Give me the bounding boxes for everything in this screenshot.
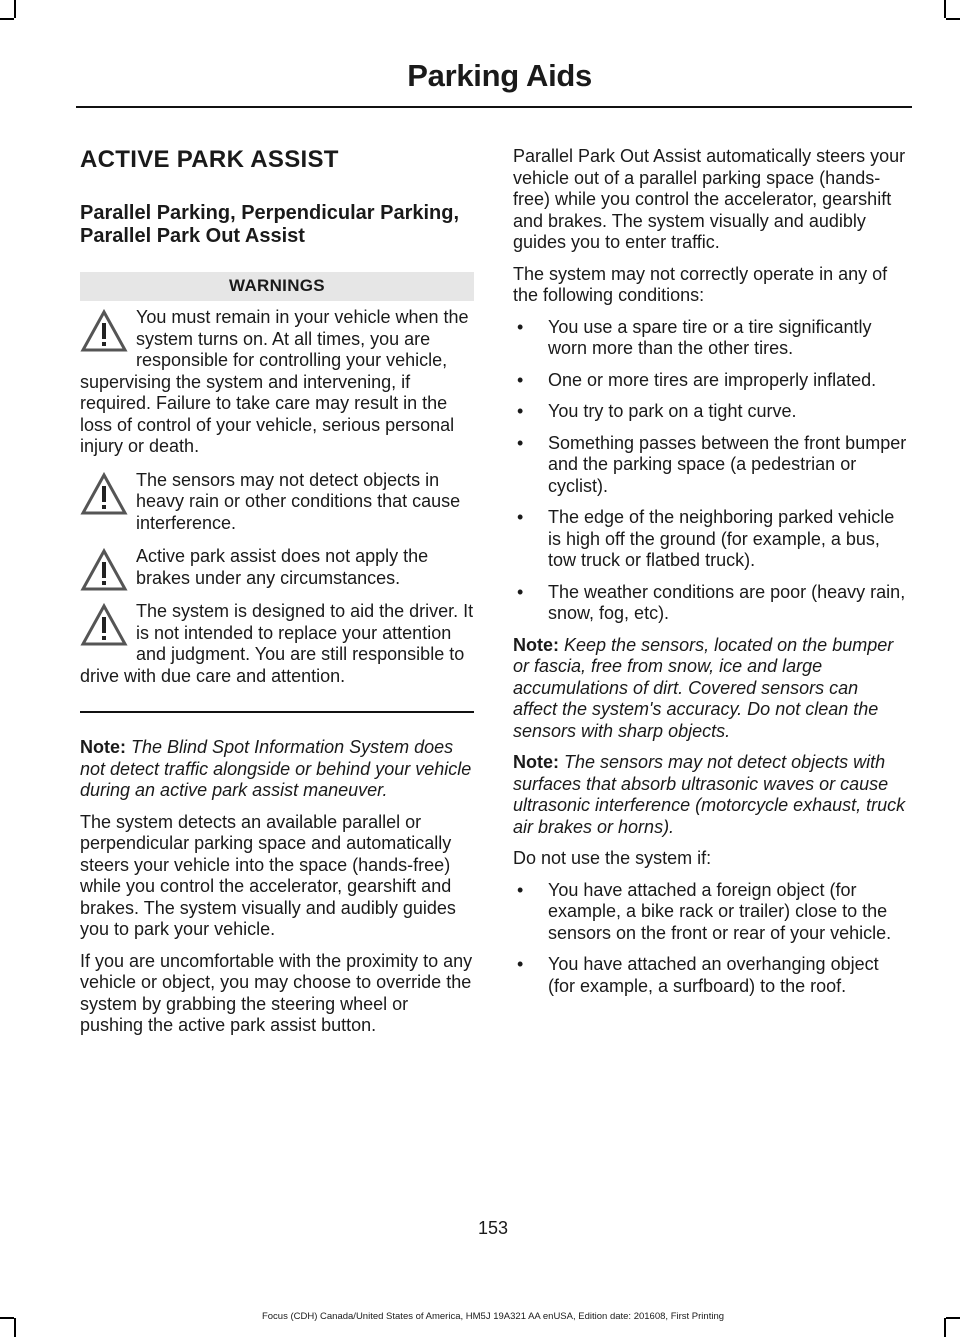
list-item: • The edge of the neighboring parked vehicle is high off the ground (for example, a bus, tow truck or flatbed truck). — [517, 507, 895, 570]
note-paragraph — [513, 635, 907, 743]
page-header-title: Parking Aids — [407, 58, 592, 93]
list-item: • One or more tires are improperly inflated. — [517, 369, 877, 390]
crop-mark — [0, 18, 14, 20]
warning-item — [80, 546, 474, 589]
subsection-title: Parallel Parking, Perpendicular Parking, Parallel Park Out Assist — [80, 202, 460, 247]
crop-mark — [944, 0, 946, 18]
body-paragraph: Do not use the system if: — [513, 848, 712, 868]
warning-triangle-icon — [80, 548, 128, 592]
note-text: The Blind Spot Information System does not detect traffic alongside or behind your vehicle during an active park assist maneuver. — [80, 737, 472, 800]
do-not-use-list — [513, 880, 907, 998]
warning-text: The sensors may not detect objects in heavy rain or other conditions that cause interference. — [136, 469, 461, 533]
warning-text: You must remain in your vehicle when the system turns on. At all times, you are responsible for controlling your vehicle, supervising the system and intervening, if required. Failure to take care may result in the loss of control of your vehicle, serious personal injury or death. — [80, 307, 469, 456]
note-label: Note: — [513, 752, 559, 772]
warnings-box — [80, 272, 474, 713]
body-paragraph: If you are uncomfortable with the proximity to any vehicle or object, you may choose to override the system by grabbing the steering wheel or pushing the active park assist button. — [80, 950, 473, 1035]
warning-item — [80, 470, 474, 535]
body-paragraph: The system may not correctly operate in any of the following conditions: — [513, 263, 888, 305]
crop-mark — [946, 18, 960, 20]
crop-mark — [14, 0, 16, 18]
warnings-heading: WARNINGS — [80, 272, 474, 301]
list-item: • You use a spare tire or a tire significantly worn more than the other tires. — [517, 316, 872, 358]
page-number: 153 — [477, 1218, 509, 1238]
note-text: Keep the sensors, located on the bumper or fascia, free from snow, ice and large accumulations of dirt. Covered sensors can affect the system's accuracy. Do not clean the sensors with sharp objects. — [513, 634, 894, 741]
body-paragraph: The system detects an available parallel or perpendicular parking space and automatically steers your vehicle into the space (hands-free) while you control the accelerator, gearshift and brakes. The system visually and audibly guides you to park your vehicle. — [80, 811, 456, 939]
warning-text: The system is designed to aid the driver. It is not intended to replace your attention and judgment. You are still responsible to drive with due care and attention. — [80, 601, 474, 686]
list-item: • You have attached a foreign object (for example, a bike rack or trailer) close to the sensors on the front or rear of your vehicle. — [517, 879, 892, 943]
note-paragraph — [80, 737, 474, 802]
edition-footer: Focus (CDH) Canada/United States of America, HM5J 19A321 AA enUSA, Edition date: 201608, First Printing — [261, 1311, 725, 1322]
warning-triangle-icon — [80, 472, 128, 516]
list-item: • Something passes between the front bumper and the parking space (a pedestrian or cyclist). — [517, 432, 907, 496]
conditions-list — [513, 317, 907, 625]
left-column — [80, 146, 474, 1047]
header-rule — [76, 106, 912, 108]
list-item: • The weather conditions are poor (heavy rain, snow, fog, etc). — [517, 581, 906, 623]
note-text: The sensors may not detect objects with surfaces that absorb ultrasonic waves or cause ultrasonic interference (motorcycle exhaust, truck air brakes or horns). — [513, 752, 906, 837]
section-title: ACTIVE PARK ASSIST — [80, 146, 339, 173]
note-label: Note: — [513, 634, 559, 655]
right-column — [513, 146, 907, 1007]
note-paragraph — [513, 752, 907, 838]
note-label: Note: — [80, 737, 126, 757]
warning-text: Active park assist does not apply the brakes under any circumstances. — [136, 546, 429, 588]
warning-triangle-icon — [80, 309, 128, 353]
warning-item — [80, 307, 474, 458]
list-item: • You have attached an overhanging object (for example, a surfboard) to the roof. — [517, 954, 879, 996]
warning-item — [80, 601, 474, 687]
body-paragraph: Parallel Park Out Assist automatically steers your vehicle out of a parallel parking space (hands-free) while you control the accelerator, gearshift and brakes. The system visually and audibly guides you to enter traffic. — [513, 146, 906, 252]
list-item: • You try to park on a tight curve. — [517, 401, 797, 421]
warning-triangle-icon — [80, 603, 128, 647]
